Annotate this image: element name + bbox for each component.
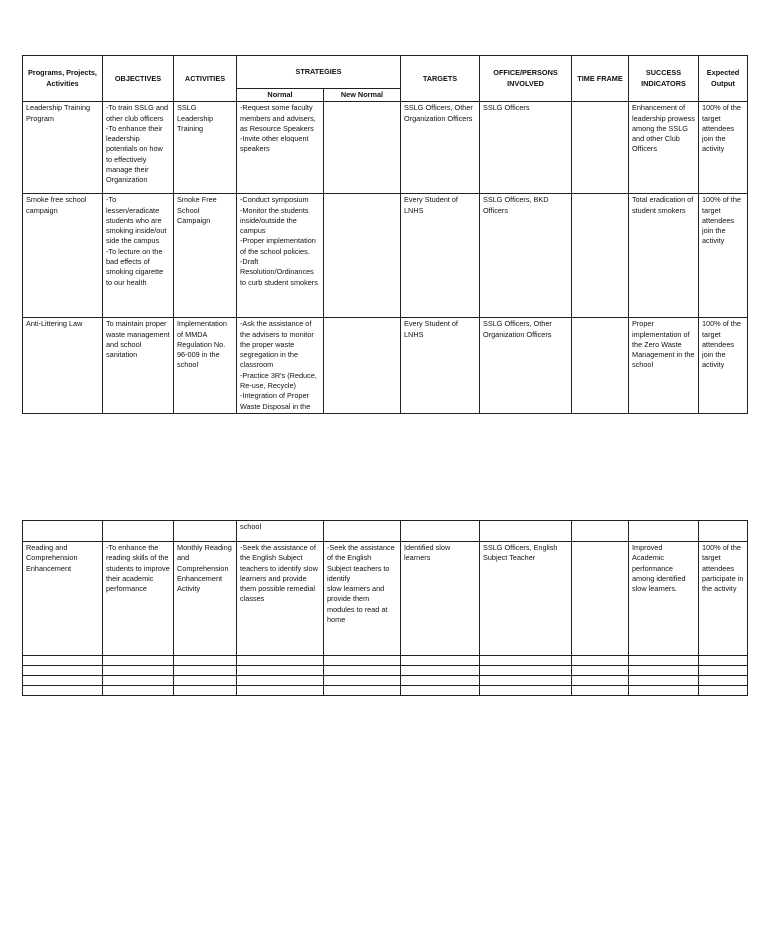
table-row xyxy=(23,194,748,318)
header-office: OFFICE/PERSONS INVOLVED xyxy=(480,56,572,102)
time-frame-cell xyxy=(572,194,629,318)
objective-line: To maintain proper waste management and school sanitation xyxy=(106,319,170,360)
empty-row xyxy=(23,686,748,696)
expected-output-cell: 100% of the target attendees join the activity xyxy=(699,194,748,318)
objective-line: -To train SSLG and other club officers xyxy=(106,103,169,123)
strategy-line: -Seek the assistance of the English Subject teachers to identify slow learners and provide them possible remedial classes xyxy=(240,543,318,604)
header-activities: ACTIVITIES xyxy=(174,56,237,102)
objectives-cell xyxy=(103,542,174,656)
expected-output-cell: 100% of the target attendees join the activity xyxy=(699,318,748,414)
header-success-indicators: SUCCESS INDICATORS xyxy=(629,56,699,102)
action-plan-table-page-1 xyxy=(22,55,748,414)
table-row-continuation xyxy=(23,521,748,542)
new-normal-strategy-cell xyxy=(324,194,401,318)
strategy-line: -Ask the assistance of the advisers to monitor the proper waste segregation in the classroom xyxy=(240,319,314,370)
empty-row xyxy=(23,666,748,676)
program-cell: Anti-Littering Law xyxy=(23,318,103,414)
new-normal-strategy-cell xyxy=(324,542,401,656)
activities-cell: Smoke Free School Campaign xyxy=(174,194,237,318)
normal-strategy-cell xyxy=(237,194,324,318)
objectives-cell xyxy=(103,194,174,318)
activities-cell: Monthly Reading and Comprehension Enhancement Activity xyxy=(174,542,237,656)
program-cell: Reading and Comprehension Enhancement xyxy=(23,542,103,656)
header-normal: Normal xyxy=(237,89,324,102)
strategy-line: -Proper implementation of the school policies. xyxy=(240,236,316,256)
header-time-frame: TIME FRAME xyxy=(572,56,629,102)
normal-strategy-cell: school xyxy=(237,521,324,542)
strategy-line: slow learners and provide them modules to read at home xyxy=(327,584,388,625)
activities-cell: SSLG Leadership Training xyxy=(174,102,237,194)
header-programs: Programs, Projects, Activities xyxy=(23,56,103,102)
office-cell: SSLG Officers, BKD Officers xyxy=(480,194,572,318)
targets-cell: Identified slow learners xyxy=(401,542,480,656)
new-normal-strategy-cell xyxy=(324,102,401,194)
empty-row xyxy=(23,656,748,666)
normal-strategy-cell xyxy=(237,542,324,656)
strategy-line: -Monitor the students inside/outside the campus xyxy=(240,205,309,236)
objective-line: -To lecture on the bad effects of smoking cigarette to our health xyxy=(106,246,164,287)
objective-line: -To enhance their leadership potentials on how to effectively manage their Organization xyxy=(106,123,163,185)
header-objectives: OBJECTIVES xyxy=(103,56,174,102)
objectives-cell xyxy=(103,102,174,194)
table-row xyxy=(23,102,748,194)
normal-strategy-cell xyxy=(237,102,324,194)
success-indicator-cell: Total eradication of student smokers xyxy=(629,194,699,318)
success-indicator-cell: Enhancement of leadership prowess among the SSLG and other Club Officers xyxy=(629,102,699,194)
success-indicator-cell: Proper implementation of the Zero Waste Management in the school xyxy=(629,318,699,414)
strategy-line: -Integration of Proper Waste Disposal in the xyxy=(240,391,311,411)
targets-cell: SSLG Officers, Other Organization Officers xyxy=(401,102,480,194)
time-frame-cell xyxy=(572,102,629,194)
expected-output-cell: 100% of the target attendees join the activity xyxy=(699,102,748,194)
activities-cell: Implementation of MMDA Regulation No. 96-009 in the school xyxy=(174,318,237,414)
header-new-normal: New Normal xyxy=(324,89,401,102)
table-row xyxy=(23,542,748,656)
targets-cell: Every Student of LNHS xyxy=(401,194,480,318)
strategy-line: -Conduct symposium xyxy=(240,195,309,205)
header-expected-output: Expected Output xyxy=(699,56,748,102)
expected-output-cell: 100% of the target attendees participate in the activity xyxy=(699,542,748,656)
office-cell: SSLG Officers, English Subject Teacher xyxy=(480,542,572,656)
objective-line: -To lessen/eradicate students who are smoking inside/out side the campus xyxy=(106,195,167,246)
strategy-line: -Practice 3R's (Reduce, Re-use, Recycle) xyxy=(240,370,317,391)
normal-strategy-cell xyxy=(237,318,324,414)
header-strategies: STRATEGIES xyxy=(237,56,401,89)
strategy-line: -Seek the assistance of the English Subject teachers to identify xyxy=(327,543,395,583)
office-cell: SSLG Officers, Other Organization Officers xyxy=(480,318,572,414)
program-cell: Smoke free school campaign xyxy=(23,194,103,318)
strategy-line: -Request some faculty members and advisers, as Resource Speakers xyxy=(240,103,316,133)
header-targets: TARGETS xyxy=(401,56,480,102)
action-plan-table-page-2 xyxy=(22,520,748,696)
program-cell: Leadership Training Program xyxy=(23,102,103,194)
objectives-cell xyxy=(103,318,174,414)
office-cell: SSLG Officers xyxy=(480,102,572,194)
table-row xyxy=(23,318,748,414)
empty-row xyxy=(23,676,748,686)
targets-cell: Every Student of LNHS xyxy=(401,318,480,414)
objective-line: -To enhance the reading skills of the students to improve their academic performance xyxy=(106,543,170,594)
new-normal-strategy-cell xyxy=(324,318,401,414)
success-indicator-cell: Improved Academic performance among identified slow learners. xyxy=(629,542,699,656)
strategy-line: -Draft Resolution/Ordinances to curb student smokers xyxy=(240,257,318,287)
time-frame-cell xyxy=(572,318,629,414)
strategy-line: -Invite other eloquent speakers xyxy=(240,134,309,154)
time-frame-cell xyxy=(572,542,629,656)
